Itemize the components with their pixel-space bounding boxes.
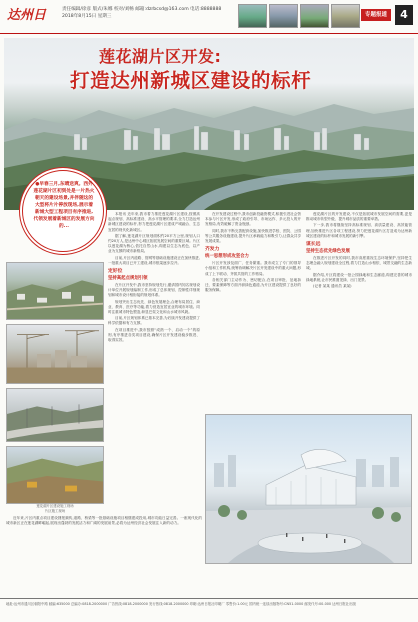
- masthead-editors: 责任编辑/徐彦 版式/朱娜 校对/刘畅 邮箱:dzrbcsd@163.com 电话:8888888: [62, 7, 222, 12]
- article-paragraph: 规划突出生态优先、绿色发展理念,合理布局居住、商业、教育、医疗等功能,着力营造宜居宜业的城市环境。同时注重城市特色塑造,彰显巴渠文化和山水城市风貌。: [108, 299, 200, 315]
- subheading-subtitle: 坚持生态优先绿色发展: [306, 249, 350, 255]
- article-paragraph: 目前,片区规划体系已基本完善,为后续开发建设提供了科学依据和有力支撑。: [108, 316, 200, 326]
- logo-icon: [6, 4, 58, 24]
- subheading-subtitle: 坚持高起点规划引领: [108, 276, 148, 282]
- thumbnail-photo[interactable]: [331, 4, 360, 28]
- photo-construction-site[interactable]: [6, 324, 104, 384]
- newspaper-logo[interactable]: [6, 4, 58, 24]
- headline-secondary: 打造达州新城区建设的标杆: [70, 69, 312, 92]
- architectural-rendering[interactable]: [205, 414, 412, 564]
- aerial-photo-illustration: [7, 263, 104, 319]
- article-paragraph: 据介绍,片区将建设一批公园绿地和生态廊道,构建完善的城市绿地系统,让市民推窗见绿、出门见景。: [306, 272, 412, 282]
- photo-aerial-district[interactable]: [6, 262, 104, 320]
- masthead-date: 2018年8月15日 星期三: [62, 14, 112, 19]
- article-paragraph: 在片区开发中,我市坚持规划先行,邀请国内知名规划设计单位开展规划编制工作,形成了总体规划、控制性详细规划和城市设计相衔接的规划体系。: [108, 283, 200, 298]
- article-paragraph: 本报讯 近年来,我市着力推进莲花湖片区建设,按照高起点规划、高标准建设、高水平管理的要求,全力打造达州新城区建设的标杆,努力把莲花湖片区建成产城融合、生态宜居的现代化新城区。: [108, 212, 200, 232]
- photo-earthworks[interactable]: [6, 446, 104, 504]
- article-paragraph: 各相关部门主动作为、密切配合,在项目审批、征地拆迁、要素保障等方面开辟绿色通道,为片区建设提供了良好的服务保障。: [205, 277, 301, 293]
- footer-imprint: 地址:达州市通川区朝阳中路 邮编:635000 总编办:0818-2000000 广告热线:0818-2000000 发行热线:0818-2000000 印刷:达州日报社印刷厂 零售价:1.00元 国内统一连续出版物号:CN51-0000 邮发代号:00-000 达州日报社出版: [6, 602, 356, 606]
- article-paragraph: 据了解,莲花湖片区规划面积约20平方公里,规划人口约20万人,是达州中心城区拓展发展空间的重要区域。片区以莲花湖为核心,依托自然山水,构建以生态为底色、以产业为支撑的城市新格局。: [108, 233, 200, 254]
- earthworks-photo-illustration: [7, 447, 104, 503]
- masthead-thumbnails: [238, 4, 360, 28]
- article-paragraph: 目前,片区内道路、管网等基础设施建设正在加快推进,一批重大项目已开工建设,城市框架逐步拉开。: [108, 255, 200, 265]
- photo-road-project[interactable]: [6, 388, 104, 442]
- masthead-meta: [62, 6, 221, 20]
- intro-lead-text: ●早春三月,东晴送爽。西外莲花湖片区初到处是一片热火朝天的建设场景,并伴随这的大型将片片停放现场,展示着新城大型工程项目有序推进,代领发展着新城区的发展方向的...: [33, 182, 95, 229]
- article-paragraph: 同时,我市不断完善配套设施,加快推进学校、医院、公园等公共服务设施建设,提升片区承载能力和吸引力,让群众共享发展成果。: [205, 228, 301, 244]
- thumbnail-photo[interactable]: [300, 4, 329, 28]
- subheading: [205, 246, 301, 260]
- svg-text:达州日: 达州日: [7, 8, 47, 23]
- article-column-2: [205, 212, 301, 412]
- subheading-subtitle: 统一思想形成攻坚合力: [205, 254, 249, 260]
- article-column-3: [306, 212, 412, 412]
- page-footer: [0, 598, 418, 622]
- subheading-title: 齐发力: [205, 247, 220, 253]
- article-paragraph: 在项目推进中,我市按照“成熟一个、启动一个”的原则,有序推进各类项目建设,确保片区开发建设稳步推进、取得实效。: [108, 327, 200, 343]
- subheading: [108, 268, 200, 282]
- intro-lead-circle: [22, 170, 104, 252]
- subheading-title: 定好位: [108, 269, 123, 275]
- construction-photo-illustration: [7, 325, 104, 383]
- article-column-1: [108, 212, 200, 528]
- rendering-illustration: [206, 415, 412, 564]
- section-tag[interactable]: 专题报道: [361, 9, 391, 21]
- subheading-title: 谋长远: [306, 242, 321, 248]
- article-paragraph: 片区开发涉及面广、任务繁重。我市成立了专门的领导小组和工作机构,统筹协调解决片区开发建设中的重大问题,形成了上下联动、齐抓共管的工作格局。: [205, 261, 301, 276]
- photo-caption: 片区施工现场: [44, 509, 66, 513]
- masthead: [0, 0, 418, 34]
- photo-caption: 莲花湖片区建设施工现场: [36, 504, 74, 508]
- thumbnail-photo[interactable]: [238, 4, 267, 28]
- road-photo-illustration: [7, 389, 104, 441]
- headline-primary: 莲花湖片区开发:: [99, 47, 222, 66]
- article-paragraph: 近年来,片区内重点项目建设捷报频传,道路、桥梁等一批基础设施项目相继建成投用,城市功能日益完善。一座现代化的城市新区正在莲花湖畔崛起,展现出蓬勃的发展活力和广阔的发展前景,必将为达州经济社会发展注入新的动力。: [6, 516, 202, 526]
- article-byline: (记者 某某 通讯员 某某): [313, 284, 352, 289]
- thumbnail-photo[interactable]: [269, 4, 298, 28]
- page-number-badge: 4: [395, 5, 413, 25]
- article-column-4: [6, 516, 202, 566]
- article-paragraph: 在开发建设过程中,我市创新投融资模式,积极引进社会资本参与片区开发,形成了政府引导、市场运作、多元投入的开发格局,有效破解了资金瓶颈。: [205, 212, 301, 227]
- article-paragraph: 莲花湖片区的开发建设,不仅是拓展城市发展空间的需要,更是推动城市转型升级、提升城市品质的重要举措。: [306, 212, 412, 222]
- subheading: [306, 241, 412, 255]
- article-paragraph: 下一步,我市将继续坚持高标准规划、高质量建设、高效能管理,加快推进片区各项工程建设,努力把莲花湖片区打造成为达州新城区建设的标杆和城市发展的新引擎。: [306, 223, 412, 238]
- article-paragraph: 在推进片区开发的同时,我市高度重视生态环境保护,坚持把生态理念融入规划建设全过程,着力打造山水相依、城景交融的生态新城。: [306, 256, 412, 271]
